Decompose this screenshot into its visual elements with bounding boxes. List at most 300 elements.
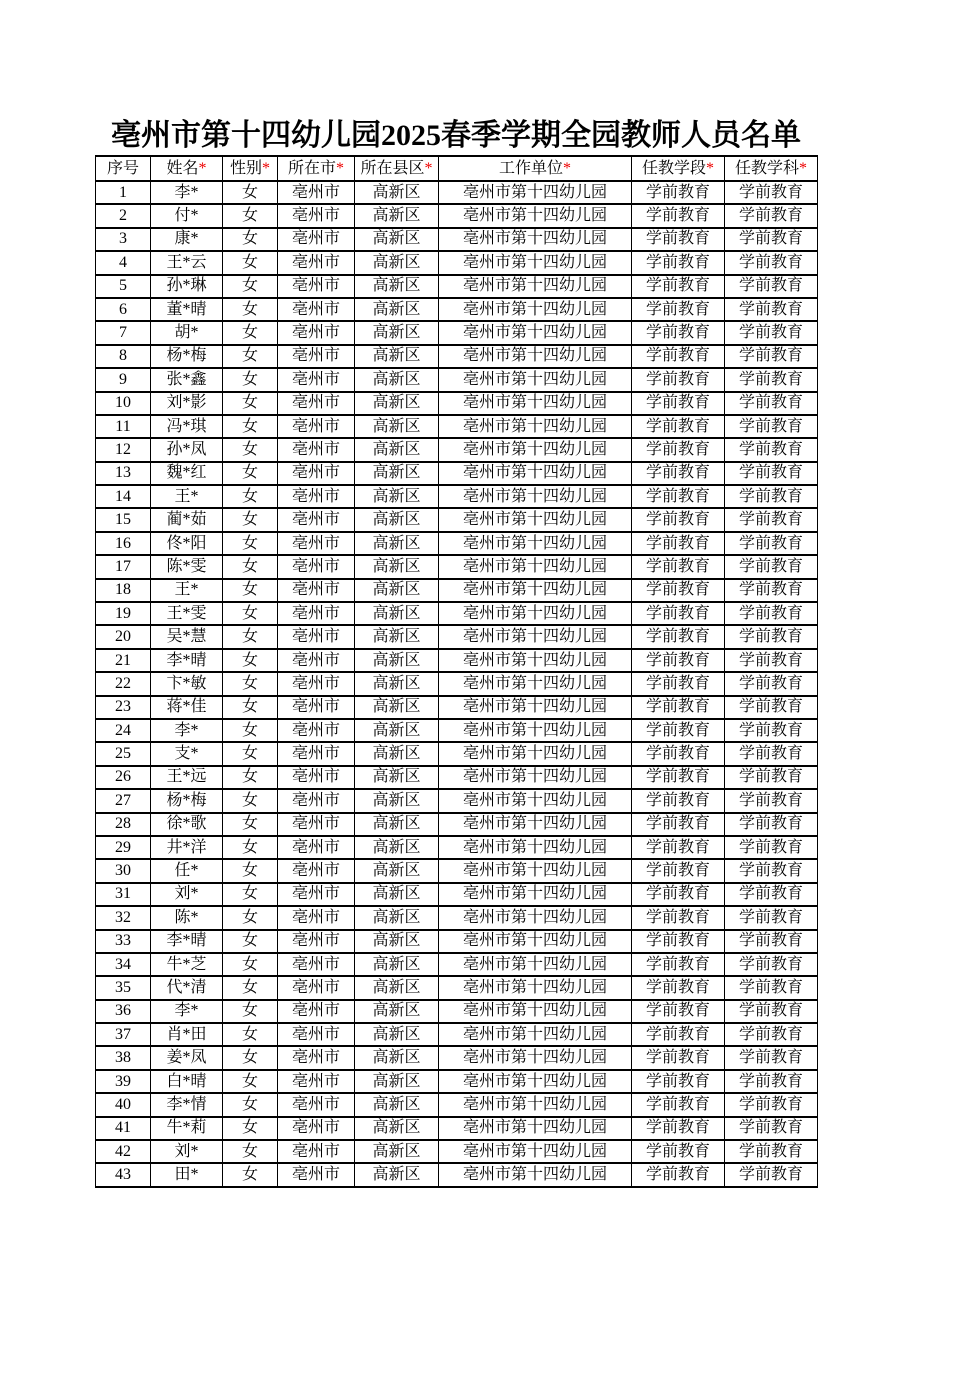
cell-teaching-stage: 学前教育 [632,602,725,625]
cell-seq: 28 [96,813,151,836]
cell-city: 亳州市 [278,579,355,602]
cell-name: 蔺*茹 [151,508,223,531]
cell-name: 牛*芝 [151,953,223,976]
cell-teaching-stage: 学前教育 [632,789,725,812]
cell-teaching-stage: 学前教育 [632,976,725,999]
cell-city: 亳州市 [278,766,355,789]
cell-seq: 31 [96,883,151,906]
cell-work-unit: 亳州市第十四幼儿园 [439,813,632,836]
cell-teaching-stage: 学前教育 [632,1163,725,1186]
cell-teaching-subject: 学前教育 [725,766,818,789]
cell-work-unit: 亳州市第十四幼儿园 [439,1140,632,1163]
cell-teaching-stage: 学前教育 [632,766,725,789]
cell-city: 亳州市 [278,368,355,391]
cell-city: 亳州市 [278,1163,355,1186]
table-row [96,1023,818,1046]
required-asterisk: * [424,159,433,177]
cell-gender: 女 [223,930,278,953]
cell-district: 高新区 [355,438,439,461]
cell-name: 张*鑫 [151,368,223,391]
cell-seq: 32 [96,906,151,929]
teacher-roster-table [95,155,818,1188]
cell-gender: 女 [223,275,278,298]
cell-district: 高新区 [355,415,439,438]
cell-seq: 5 [96,275,151,298]
cell-name: 陈* [151,906,223,929]
cell-teaching-stage: 学前教育 [632,742,725,765]
cell-city: 亳州市 [278,321,355,344]
cell-district: 高新区 [355,228,439,251]
table-row [96,485,818,508]
cell-name: 白*晴 [151,1070,223,1093]
cell-name: 孙*凤 [151,438,223,461]
cell-city: 亳州市 [278,883,355,906]
cell-gender: 女 [223,298,278,321]
table-row [96,555,818,578]
cell-teaching-subject: 学前教育 [725,275,818,298]
cell-seq: 43 [96,1163,151,1186]
cell-district: 高新区 [355,345,439,368]
cell-work-unit: 亳州市第十四幼儿园 [439,953,632,976]
cell-seq: 17 [96,555,151,578]
cell-work-unit: 亳州市第十四幼儿园 [439,602,632,625]
column-label: 所在市 [287,159,336,177]
cell-city: 亳州市 [278,602,355,625]
cell-seq: 11 [96,415,151,438]
cell-teaching-subject: 学前教育 [725,438,818,461]
cell-city: 亳州市 [278,696,355,719]
cell-district: 高新区 [355,953,439,976]
cell-district: 高新区 [355,204,439,227]
table-row [96,602,818,625]
cell-gender: 女 [223,789,278,812]
cell-work-unit: 亳州市第十四幼儿园 [439,719,632,742]
cell-work-unit: 亳州市第十四幼儿园 [439,1163,632,1186]
cell-city: 亳州市 [278,1140,355,1163]
required-asterisk: * [706,159,714,177]
cell-district: 高新区 [355,181,439,204]
cell-gender: 女 [223,836,278,859]
cell-city: 亳州市 [278,836,355,859]
cell-name: 佟*阳 [151,532,223,555]
table-row [96,181,818,204]
cell-seq: 3 [96,228,151,251]
cell-city: 亳州市 [278,719,355,742]
cell-seq: 10 [96,392,151,415]
cell-district: 高新区 [355,930,439,953]
cell-name: 王*云 [151,251,223,274]
cell-city: 亳州市 [278,649,355,672]
cell-teaching-stage: 学前教育 [632,392,725,415]
cell-seq: 13 [96,462,151,485]
cell-district: 高新区 [355,742,439,765]
cell-name: 刘* [151,883,223,906]
cell-seq: 8 [96,345,151,368]
cell-gender: 女 [223,181,278,204]
cell-gender: 女 [223,485,278,508]
cell-seq: 36 [96,1000,151,1023]
column-label: 性别 [229,159,262,177]
cell-gender: 女 [223,953,278,976]
cell-teaching-subject: 学前教育 [725,719,818,742]
cell-teaching-subject: 学前教育 [725,672,818,695]
cell-seq: 27 [96,789,151,812]
table-row [96,415,818,438]
cell-teaching-subject: 学前教育 [725,321,818,344]
cell-teaching-subject: 学前教育 [725,181,818,204]
table-row [96,579,818,602]
column-label: 姓名 [166,159,199,177]
cell-name: 刘*影 [151,392,223,415]
cell-teaching-stage: 学前教育 [632,228,725,251]
cell-teaching-subject: 学前教育 [725,883,818,906]
cell-teaching-stage: 学前教育 [632,883,725,906]
cell-name: 孙*琳 [151,275,223,298]
table-row [96,368,818,391]
cell-seq: 25 [96,742,151,765]
cell-district: 高新区 [355,649,439,672]
cell-seq: 20 [96,625,151,648]
cell-teaching-subject: 学前教育 [725,298,818,321]
cell-teaching-stage: 学前教育 [632,579,725,602]
cell-gender: 女 [223,1093,278,1116]
cell-teaching-subject: 学前教育 [725,462,818,485]
cell-gender: 女 [223,883,278,906]
cell-seq: 12 [96,438,151,461]
cell-work-unit: 亳州市第十四幼儿园 [439,392,632,415]
cell-teaching-stage: 学前教育 [632,1023,725,1046]
column-header-district [355,156,439,181]
table-row [96,789,818,812]
cell-work-unit: 亳州市第十四幼儿园 [439,204,632,227]
cell-district: 高新区 [355,1023,439,1046]
cell-city: 亳州市 [278,555,355,578]
cell-seq: 15 [96,508,151,531]
table-body [96,181,818,1187]
column-header-teaching-subject [725,156,818,181]
cell-gender: 女 [223,368,278,391]
cell-name: 任* [151,859,223,882]
cell-teaching-subject: 学前教育 [725,579,818,602]
cell-city: 亳州市 [278,672,355,695]
cell-city: 亳州市 [278,625,355,648]
cell-teaching-stage: 学前教育 [632,672,725,695]
cell-work-unit: 亳州市第十四幼儿园 [439,1046,632,1069]
cell-gender: 女 [223,321,278,344]
cell-gender: 女 [223,345,278,368]
cell-district: 高新区 [355,462,439,485]
cell-seq: 29 [96,836,151,859]
table-row [96,298,818,321]
cell-name: 李*晴 [151,930,223,953]
cell-gender: 女 [223,204,278,227]
cell-district: 高新区 [355,719,439,742]
cell-work-unit: 亳州市第十四幼儿园 [439,181,632,204]
cell-gender: 女 [223,555,278,578]
cell-work-unit: 亳州市第十四幼儿园 [439,438,632,461]
cell-work-unit: 亳州市第十四幼儿园 [439,485,632,508]
cell-city: 亳州市 [278,508,355,531]
table-row [96,719,818,742]
cell-name: 代*清 [151,976,223,999]
cell-seq: 21 [96,649,151,672]
cell-district: 高新区 [355,789,439,812]
cell-district: 高新区 [355,321,439,344]
table-row [96,204,818,227]
cell-city: 亳州市 [278,1117,355,1140]
cell-teaching-subject: 学前教育 [725,1046,818,1069]
table-row [96,321,818,344]
cell-name: 杨*梅 [151,345,223,368]
cell-gender: 女 [223,508,278,531]
cell-teaching-subject: 学前教育 [725,392,818,415]
table-row [96,906,818,929]
cell-teaching-subject: 学前教育 [725,1023,818,1046]
cell-district: 高新区 [355,1000,439,1023]
cell-district: 高新区 [355,508,439,531]
cell-teaching-subject: 学前教育 [725,415,818,438]
cell-teaching-stage: 学前教育 [632,204,725,227]
cell-teaching-subject: 学前教育 [725,555,818,578]
cell-work-unit: 亳州市第十四幼儿园 [439,1093,632,1116]
cell-work-unit: 亳州市第十四幼儿园 [439,1000,632,1023]
cell-city: 亳州市 [278,813,355,836]
cell-seq: 38 [96,1046,151,1069]
cell-teaching-subject: 学前教育 [725,930,818,953]
cell-work-unit: 亳州市第十四幼儿园 [439,859,632,882]
cell-teaching-stage: 学前教育 [632,485,725,508]
cell-work-unit: 亳州市第十四幼儿园 [439,251,632,274]
cell-seq: 41 [96,1117,151,1140]
cell-gender: 女 [223,392,278,415]
required-asterisk: * [563,159,571,177]
cell-name: 康* [151,228,223,251]
cell-teaching-subject: 学前教育 [725,1140,818,1163]
cell-city: 亳州市 [278,1093,355,1116]
cell-teaching-subject: 学前教育 [725,1000,818,1023]
cell-teaching-subject: 学前教育 [725,368,818,391]
cell-name: 田* [151,1163,223,1186]
cell-name: 牛*莉 [151,1117,223,1140]
cell-city: 亳州市 [278,181,355,204]
cell-work-unit: 亳州市第十四幼儿园 [439,789,632,812]
cell-work-unit: 亳州市第十四幼儿园 [439,1070,632,1093]
cell-teaching-stage: 学前教育 [632,953,725,976]
cell-gender: 女 [223,602,278,625]
cell-gender: 女 [223,859,278,882]
cell-seq: 7 [96,321,151,344]
cell-name: 王*远 [151,766,223,789]
cell-city: 亳州市 [278,298,355,321]
cell-teaching-subject: 学前教育 [725,859,818,882]
cell-gender: 女 [223,438,278,461]
cell-seq: 16 [96,532,151,555]
cell-city: 亳州市 [278,953,355,976]
cell-gender: 女 [223,625,278,648]
cell-teaching-subject: 学前教育 [725,1070,818,1093]
table-row [96,438,818,461]
cell-teaching-subject: 学前教育 [725,836,818,859]
cell-gender: 女 [223,462,278,485]
cell-seq: 39 [96,1070,151,1093]
table-row [96,696,818,719]
table-row [96,1163,818,1186]
table-row [96,275,818,298]
cell-gender: 女 [223,906,278,929]
cell-seq: 23 [96,696,151,719]
cell-city: 亳州市 [278,345,355,368]
cell-name: 肖*田 [151,1023,223,1046]
cell-teaching-stage: 学前教育 [632,181,725,204]
cell-name: 王* [151,485,223,508]
cell-work-unit: 亳州市第十四幼儿园 [439,345,632,368]
cell-teaching-subject: 学前教育 [725,625,818,648]
cell-work-unit: 亳州市第十四幼儿园 [439,625,632,648]
column-header-teaching-stage [632,156,725,181]
cell-teaching-stage: 学前教育 [632,1046,725,1069]
required-asterisk: * [198,159,207,177]
cell-teaching-subject: 学前教育 [725,228,818,251]
cell-name: 董*晴 [151,298,223,321]
cell-teaching-stage: 学前教育 [632,555,725,578]
cell-teaching-stage: 学前教育 [632,1140,725,1163]
cell-work-unit: 亳州市第十四幼儿园 [439,415,632,438]
cell-work-unit: 亳州市第十四幼儿园 [439,930,632,953]
table-row [96,813,818,836]
column-header-gender [223,156,278,181]
cell-district: 高新区 [355,579,439,602]
cell-district: 高新区 [355,1140,439,1163]
cell-name: 李* [151,181,223,204]
column-header-name [151,156,223,181]
table-row [96,976,818,999]
cell-teaching-subject: 学前教育 [725,345,818,368]
column-label: 任教学科 [734,159,799,177]
cell-district: 高新区 [355,859,439,882]
cell-teaching-stage: 学前教育 [632,508,725,531]
cell-district: 高新区 [355,976,439,999]
column-header-city [278,156,355,181]
cell-seq: 40 [96,1093,151,1116]
cell-teaching-subject: 学前教育 [725,906,818,929]
cell-name: 陈*雯 [151,555,223,578]
cell-gender: 女 [223,1023,278,1046]
column-label: 序号 [106,159,139,177]
cell-name: 李* [151,719,223,742]
table-row [96,345,818,368]
cell-seq: 35 [96,976,151,999]
cell-gender: 女 [223,719,278,742]
cell-seq: 19 [96,602,151,625]
cell-gender: 女 [223,1140,278,1163]
cell-city: 亳州市 [278,415,355,438]
cell-name: 李*情 [151,1093,223,1116]
column-header-work-unit [439,156,632,181]
cell-seq: 4 [96,251,151,274]
cell-city: 亳州市 [278,1000,355,1023]
cell-district: 高新区 [355,696,439,719]
cell-city: 亳州市 [278,742,355,765]
cell-city: 亳州市 [278,228,355,251]
column-label: 任教学段 [641,159,706,177]
table-row [96,953,818,976]
required-asterisk: * [262,159,270,177]
cell-work-unit: 亳州市第十四幼儿园 [439,906,632,929]
cell-seq: 24 [96,719,151,742]
cell-work-unit: 亳州市第十四幼儿园 [439,321,632,344]
cell-district: 高新区 [355,1093,439,1116]
cell-seq: 30 [96,859,151,882]
cell-name: 王* [151,579,223,602]
cell-gender: 女 [223,1046,278,1069]
cell-teaching-stage: 学前教育 [632,438,725,461]
page-title: 亳州市第十四幼儿园2025春季学期全园教师人员名单 [111,119,801,152]
cell-gender: 女 [223,976,278,999]
cell-city: 亳州市 [278,204,355,227]
table-row [96,251,818,274]
cell-teaching-stage: 学前教育 [632,649,725,672]
cell-gender: 女 [223,813,278,836]
cell-name: 井*洋 [151,836,223,859]
cell-gender: 女 [223,415,278,438]
cell-city: 亳州市 [278,275,355,298]
cell-city: 亳州市 [278,789,355,812]
cell-teaching-stage: 学前教育 [632,836,725,859]
cell-teaching-subject: 学前教育 [725,813,818,836]
cell-name: 吴*慧 [151,625,223,648]
cell-district: 高新区 [355,555,439,578]
table-row [96,392,818,415]
cell-teaching-stage: 学前教育 [632,298,725,321]
cell-teaching-stage: 学前教育 [632,1093,725,1116]
cell-work-unit: 亳州市第十四幼儿园 [439,368,632,391]
table-row [96,649,818,672]
cell-gender: 女 [223,1000,278,1023]
cell-gender: 女 [223,1163,278,1186]
cell-work-unit: 亳州市第十四幼儿园 [439,696,632,719]
cell-teaching-stage: 学前教育 [632,696,725,719]
column-label: 工作单位 [498,159,563,177]
cell-district: 高新区 [355,392,439,415]
cell-teaching-subject: 学前教育 [725,696,818,719]
cell-district: 高新区 [355,672,439,695]
cell-teaching-stage: 学前教育 [632,345,725,368]
cell-name: 付* [151,204,223,227]
table-row [96,1046,818,1069]
cell-district: 高新区 [355,1070,439,1093]
cell-seq: 42 [96,1140,151,1163]
cell-gender: 女 [223,228,278,251]
cell-district: 高新区 [355,485,439,508]
cell-teaching-subject: 学前教育 [725,1093,818,1116]
table-row [96,1140,818,1163]
cell-name: 李*晴 [151,649,223,672]
cell-gender: 女 [223,742,278,765]
cell-teaching-subject: 学前教育 [725,485,818,508]
cell-teaching-stage: 学前教育 [632,462,725,485]
cell-work-unit: 亳州市第十四幼儿园 [439,532,632,555]
table-row [96,859,818,882]
cell-district: 高新区 [355,1163,439,1186]
cell-district: 高新区 [355,813,439,836]
cell-teaching-subject: 学前教育 [725,1163,818,1186]
cell-district: 高新区 [355,298,439,321]
table-row [96,672,818,695]
cell-teaching-subject: 学前教育 [725,789,818,812]
table-row [96,625,818,648]
cell-work-unit: 亳州市第十四幼儿园 [439,508,632,531]
cell-teaching-subject: 学前教育 [725,649,818,672]
